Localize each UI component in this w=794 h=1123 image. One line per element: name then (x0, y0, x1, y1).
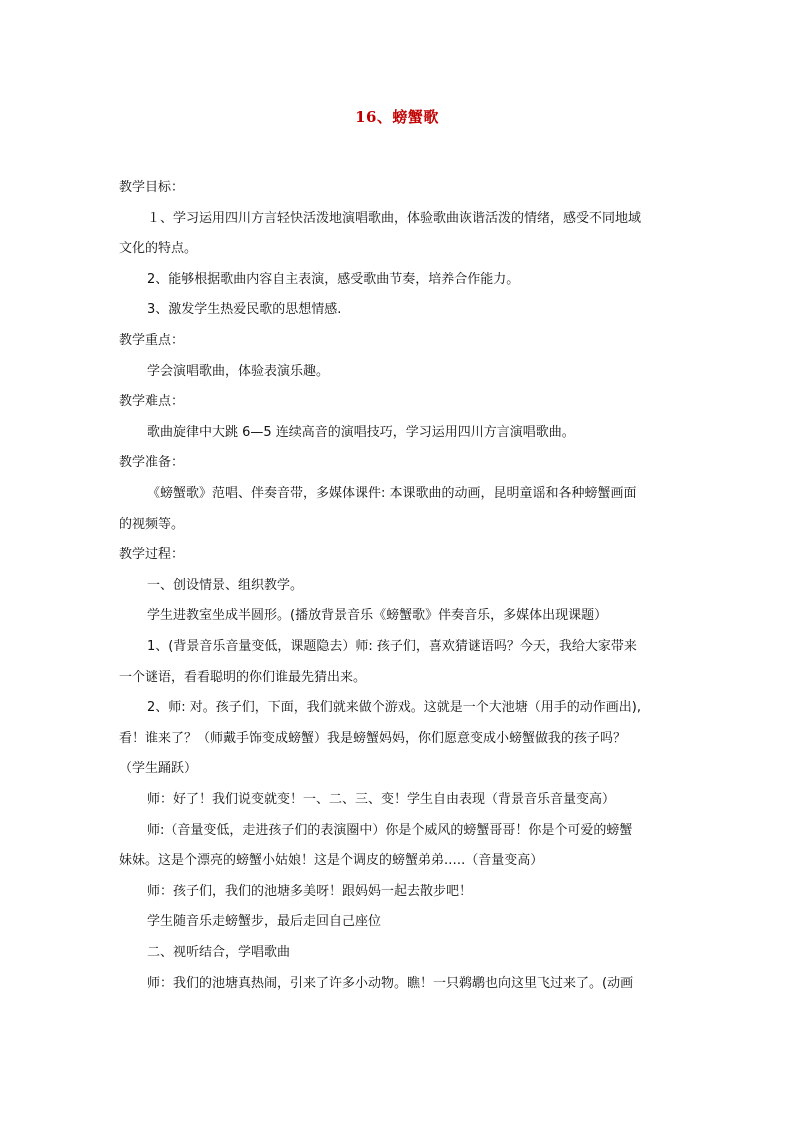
text-line: 的视频等。 (119, 516, 185, 532)
text-line: 学生进教室坐成半圆形。(播放背景音乐《螃蟹歌》伴奏音乐，多媒体出现课题） (147, 608, 608, 624)
text-line: 师:（音量变低，走进孩子们的表演圈中）你是个威风的螃蟹哥哥！你是个可爱的螃蟹 (147, 822, 633, 838)
text-line: １、学习运用四川方言轻快活泼地演唱歌曲，体验歌曲诙谐活泼的情绪，感受不同地域 (147, 210, 642, 226)
text-line: 教学难点： (119, 394, 185, 410)
text-line: 学会演唱歌曲，体验表演乐趣。 (147, 363, 330, 379)
text-line: 师：孩子们，我们的池塘多美呀！跟妈妈一起去散步吧！ (147, 883, 473, 899)
text-line: 1、(背景音乐音量变低，课题隐去）师: 孩子们，喜欢猜谜语吗？今天，我给大家带来 (147, 639, 637, 654)
text-line: 师：好了！我们说变就变！一、二、三、变！学生自由表现（背景音乐音量变高） (147, 792, 616, 807)
text-line: 教学过程： (119, 547, 185, 563)
text-line: 文化的特点。 (119, 241, 198, 257)
text-line: 2、能够根据歌曲内容自主表演，感受歌曲节奏，培养合作能力。 (147, 271, 520, 287)
text-line: 教学目标： (119, 180, 185, 195)
document-title: 16、螃蟹歌 (355, 108, 439, 126)
text-line: 二、视听结合，学唱歌曲 (147, 945, 291, 960)
text-line: 看！谁来了？（师戴手饰变成螃蟹）我是螃蟹妈妈，你们愿意变成小螃蟹做我的孩子吗？ (119, 730, 627, 746)
text-line: 一、创设情景、组织教学。 (147, 577, 304, 593)
text-line: 2、师: 对。孩子们，下面，我们就来做个游戏。这就是一个大池塘（用手的动作画出), (147, 700, 641, 716)
text-line: 《螃蟹歌》范唱、伴奏音带，多媒体课件: 本课歌曲的动画，昆明童谣和各种螃蟹画面 (147, 486, 637, 501)
text-line: 教学重点： (119, 333, 185, 348)
text-line: 学生随音乐走螃蟹步，最后走回自己座位 (147, 914, 382, 930)
text-line: 3、激发学生热爱民歌的思想情感. (147, 302, 342, 318)
text-line: 师：我们的池塘真热闹，引来了许多小动物。瞧！一只鹈鹕也向这里飞过来了。(动画 (147, 975, 634, 991)
text-line: 一个谜语，看看聪明的你们谁最先猜出来。 (119, 669, 367, 685)
text-line: 歌曲旋律中大跳 6—5 连续高音的演唱技巧，学习运用四川方言演唱歌曲。 (147, 424, 575, 440)
text-line: 妹妹。这是个漂亮的螃蟹小姑娘！这是个调皮的螃蟹弟弟.….（音量变高） (119, 853, 544, 869)
text-line: （学生踊跃） (119, 761, 198, 777)
text-line: 教学准备： (119, 455, 185, 471)
